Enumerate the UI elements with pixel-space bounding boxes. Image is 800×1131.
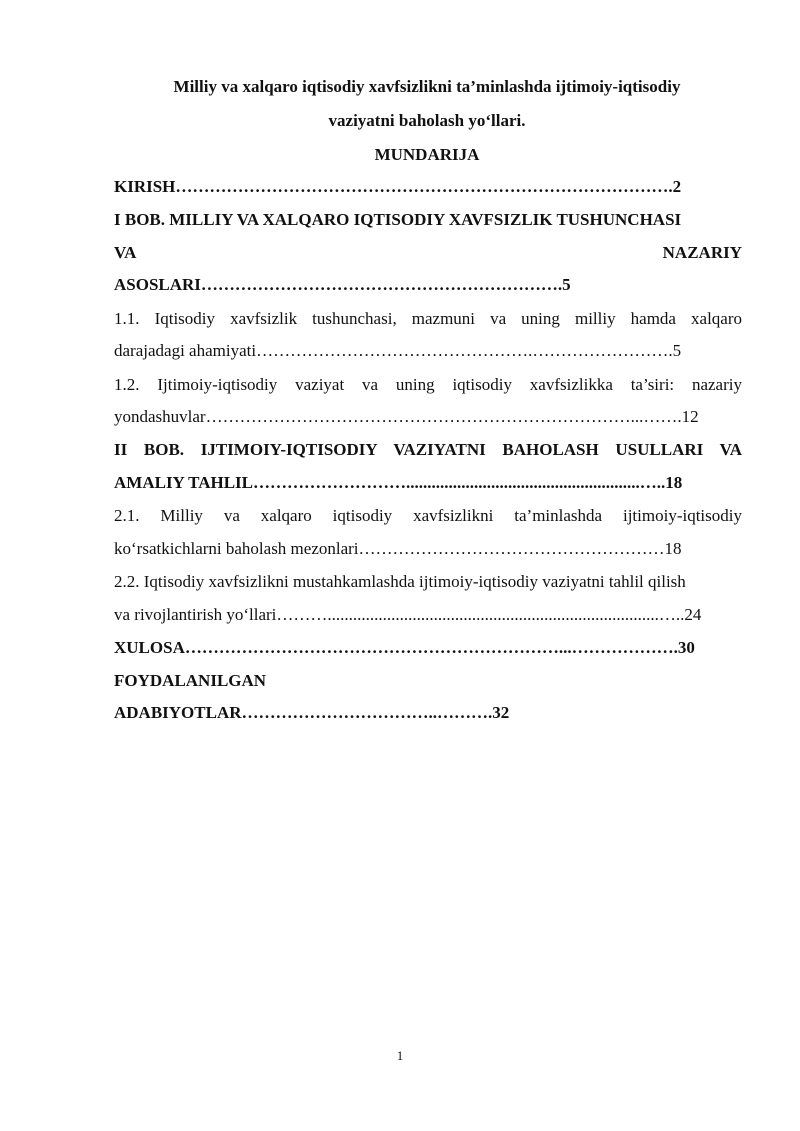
toc-entry-foydalanilgan-line-2: ADABIYOTLAR……………………………..……….32 (114, 703, 510, 722)
toc-entry-2-1-line-2: ko‘rsatkichlarni baholash mezonlari………………………………………………18 (114, 539, 682, 558)
toc-entry-1-1-line-2: darajadagi ahamiyati………………………………………….…………………….5 (114, 341, 682, 360)
toc-entry-1-1-line-1: 1.1. Iqtisodiy xavfsizlik tushunchasi, mazmuni va uning milliy hamda xalqaro (114, 309, 742, 328)
toc-entry-foydalanilgan-line-1: FOYDALANILGAN (114, 671, 267, 690)
contents-heading: MUNDARIJA (374, 145, 480, 164)
toc-entry-bob2-line-2: AMALIY TAHLIL……………………….......................................................…..18 (114, 473, 683, 492)
toc-entry-bob2-line-1: II BOB. IJTIMOIY-IQTISODIY VAZIYATNI BAHOLASH USULLARI VA (114, 440, 742, 459)
toc-entry-kirish: KIRISH…………………………………………………………………………….2 (114, 177, 682, 196)
toc-entry-bob1-line-2 (114, 243, 742, 263)
toc-entry-bob1-line-3: ASOSLARI……………………………………………………….5 (114, 275, 571, 294)
toc-entry-1-2-line-1: 1.2. Ijtimoiy-iqtisodiy vaziyat va uning iqtisodiy xavfsizlikka ta’siri: nazariy (114, 375, 742, 394)
toc-entry-xulosa: XULOSA…………………………………………………………...……………….30 (114, 638, 695, 657)
toc-entry-2-2-line-1: 2.2. Iqtisodiy xavfsizlikni mustahkamlashda ijtimoiy-iqtisodiy vaziyatni tahlil qilish (114, 572, 686, 591)
toc-entry-1-2-line-2: yondashuvlar…………………………………………………………………...…….12 (114, 407, 699, 426)
document-title-line-1: Milliy va xalqaro iqtisodiy xavfsizlikni ta’minlashda ijtimoiy-iqtisodiy (173, 77, 681, 96)
toc-entry-2-1-line-1: 2.1. Milliy va xalqaro iqtisodiy xavfsizlikni ta’minlashda ijtimoiy-iqtisodiy (114, 506, 742, 525)
toc-entry-bob1-word-va: VA (114, 243, 137, 262)
page-number: 1 (396, 1048, 404, 1063)
toc-entry-bob1-word-nazariy: NAZARIY (662, 243, 742, 262)
document-title-line-2: vaziyatni baholash yo‘llari. (328, 111, 526, 130)
toc-entry-bob1-line-1: I BOB. MILLIY VA XALQARO IQTISODIY XAVFSIZLIK TUSHUNCHASI (114, 210, 682, 229)
toc-entry-2-2-line-2: va rivojlantirish yo‘llari………..............................................................................…..24 (114, 605, 702, 624)
